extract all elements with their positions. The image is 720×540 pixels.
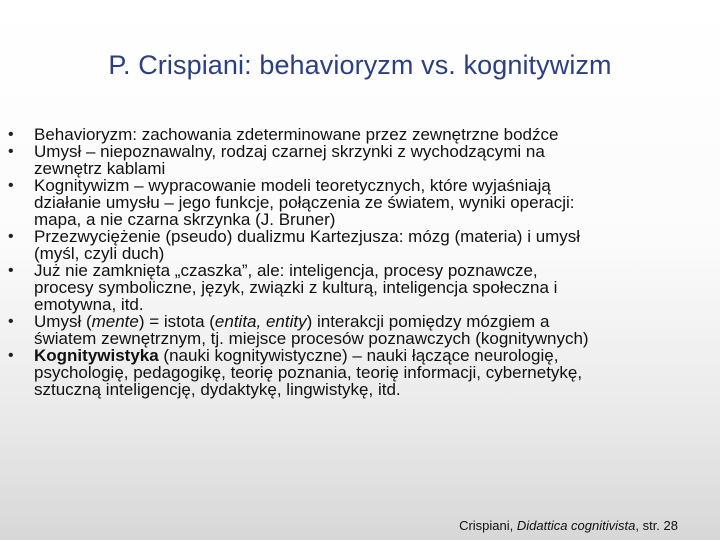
bullet-item-6-part-1: Umysł ( [34,312,92,331]
citation-prefix: Crispiani, [459,518,517,533]
citation-suffix: , str. 28 [635,518,678,533]
bullet-list [8,126,708,398]
bullet-item-7-rest: (nauki kognitywistyczne) – nauki łączące neurologię, psychologię, pedagogikę, teorię poznania, teorię informacji, cybernetykę, sztuczną inteligencję, dydaktykę, lingwistykę, itd. [34,346,583,399]
bullet-item-6 [8,313,708,347]
citation-title: Didattica cognitivista [516,518,636,533]
bullet-item-6-part-3: ) interakcji pomiędzy mózgiem a światem zewnętrznym, tj. miejsce procesów poznawczych (kognitywnych) [34,312,589,348]
bullet-item-6-italic-1: mente [91,312,139,331]
bullet-item-2: • Umysł – niepoznawalny, rodzaj czarnej skrzynki z wychodzącymi na zewnętrz kablami [8,143,708,177]
bullet-item-5: • Już nie zamknięta „czaszka”, ale: inteligencja, procesy poznawcze, procesy symboliczne, język, związki z kulturą, inteligencja społeczna i emotywna, itd. [8,262,708,313]
bullet-item-7 [8,347,708,398]
bullet-item-3: • Kognitywizm – wypracowanie modeli teoretycznych, które wyjaśniają działanie umysłu – jego funkcje, połączenia ze światem, wyniki operacji: mapa, a nie czarna skrzynka (J. Bruner) [8,177,708,228]
bullet-item-6-italic-2: entita, entity [214,312,307,331]
bullet-item-4: • Przezwyciężenie (pseudo) dualizmu Kartezjusza: mózg (materia) i umysł (myśl, czyli duch) [8,228,708,262]
bullet-item-7-bold: Kognitywistyka [34,346,159,365]
source-citation [459,518,678,533]
bullet-item-6-part-2: ) = istota ( [138,312,215,331]
bullet-item-1: • Behavioryzm: zachowania zdeterminowane przez zewnętrzne bodźce [8,126,708,143]
slide-title: P. Crispiani: behavioryzm vs. kognitywizm [108,50,612,80]
